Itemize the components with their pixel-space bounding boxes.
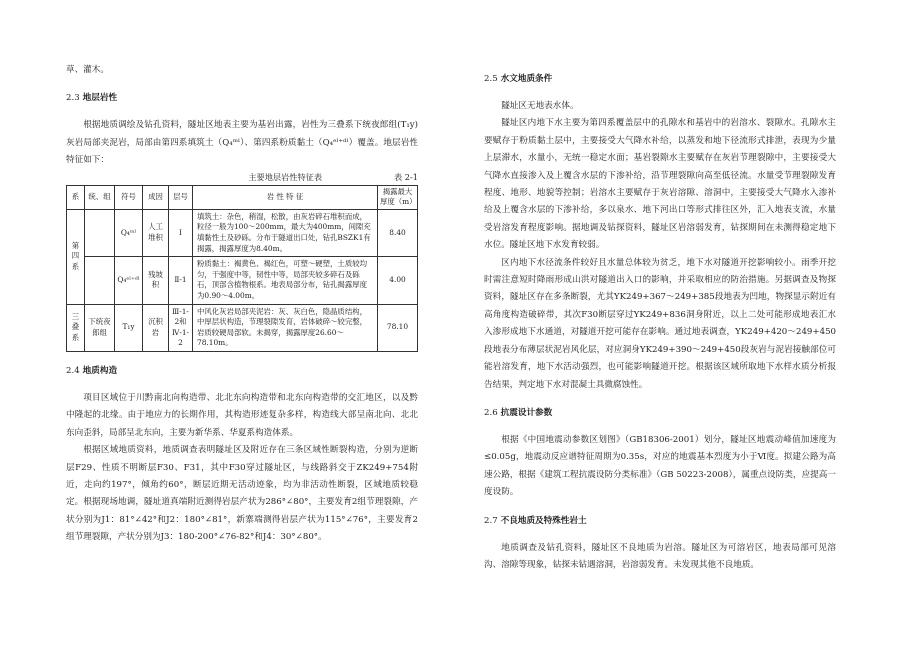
section-2-5-paragraph-3: 区内地下水径流条件较好且水量总体较为贫乏，地下水对隧道开挖影响较小。雨季开挖时需注意短时降雨形成山洪对隧道出入口的影响，并采取相应的防治措施。另据调查及物探资料，隧址区存在多条断裂，尤其YK249+367～249+385段地表为凹地，物探显示附近有高角度构造破碎带，其次F30断层穿过YK249+836洞身附近，以上二处可能形成地表汇水入渗形成地下水通道，对隧道开挖可能存在影响。通过地表调查，YK249+420～249+450段地表分布薄层状泥岩风化层，对应洞身YK249+390～249+450段灰岩与泥岩接触部位可能岩溶发育，地下水活动强烈，也可能影响隧道开挖。根据该区域所取地下水样水质分析报告结果，判定地下水对混凝土具微腐蚀性。 <box>484 257 836 390</box>
header-cell: 符号 <box>115 185 143 209</box>
system-cell: 三叠系 <box>67 304 85 351</box>
header-cell: 层号 <box>169 185 193 209</box>
layer-cell: Ⅱ-1 <box>169 257 193 304</box>
feature-cell: 中风化灰岩局部夹泥岩：灰、灰白色，隐晶质结构，中厚层状构造，节理裂隙发育，岩体破碎～较完整，岩质较硬局部软。未揭穿，揭露厚度26.60～78.10m。 <box>193 304 378 351</box>
table-row <box>67 257 418 304</box>
header-cell: 岩 性 特 征 <box>193 185 378 209</box>
origin-cell: 人工堆积 <box>143 209 169 256</box>
series-cell: 下统夜郎组 <box>85 304 115 351</box>
header-cell: 成因 <box>143 185 169 209</box>
symbol-cell: T₁y <box>115 304 143 351</box>
intro-line: 草、灌木。 <box>66 65 109 75</box>
right-column <box>484 62 836 574</box>
origin-cell: 残坡积 <box>143 257 169 304</box>
symbol-cell: Q₄ᵉˡ⁺ᵈˡ <box>115 257 143 304</box>
header-cell: 揭露最大厚度（m） <box>378 185 418 209</box>
thickness-cell: 8.40 <box>378 209 418 256</box>
layer-cell: Ⅰ <box>169 209 193 256</box>
section-2-5-paragraph-2: 隧址区内地下水主要为第四系覆盖层中的孔隙水和基岩中的岩溶水、裂隙水。孔隙水主要赋存于粉质黏土层中，主要接受大气降水补给，以蒸发和地下径流形式排泄，表现为少量上层滞水，水量小，无统一稳定水面；基岩裂隙水主要赋存在灰岩节理裂隙中，主要接受大气降水直接渗入及上覆含水层的下渗补给，沿节理裂隙向高至低径流。水量受节理裂隙发育程度、地形、地貌等控制；岩溶水主要赋存于灰岩溶隙、溶洞中，主要接受大气降水入渗补给及上覆含水层的下渗补给，多以泉水、地下河出口等形式排往区外，汇入地表支流，水量受岩溶发育程度影响。据地调及钻探资料，隧址区岩溶弱发育，钻探期间在未测得稳定地下水位。隧址区地下水发育较弱。 <box>484 118 836 251</box>
section-2-6-paragraph: 根据《中国地震动参数区划图》（GB18306-2001）划分，隧址区地震动峰值加速度为≤0.05g，地震动反应谱特征周期为0.35s，对应的地震基本烈度为小于Ⅵ度。拟建公路为高速公路，根据《建筑工程抗震设防分类标准》（GB 50223-2008），属重点设防类，应提高一度设防。 <box>484 434 836 498</box>
feature-cell: 填筑土：杂色，稍湿，松散，由灰岩碎石堆积而成，粒径一般为100～200mm，最大为400mm，间隙充填黏性土及砂砾。分布于隧道出口处，钻孔BSZK1有揭露，揭露厚度为8.40m。 <box>193 209 378 256</box>
section-2-4-paragraph-2: 根据区域地质资料，地质调查表明隧址区及附近存在三条区域性断裂构造，分别为逆断层F29、性质不明断层F30、F31，其中F30穿过隧址区，与线路斜交于ZK249+754附近，走向约197°，倾角约60°，断层近期无活动迹象，均为非活动性断裂，区域地质较稳定。根据现场地调，隧址道真端附近测得岩层产状为286°∠80°，主要发育2组节理裂隙，产状分别为J1：81°∠42°和J2：180°∠81°，新寨端测得岩层产状为115°∠76°，主要发育2组节理裂隙，产状分别为J3：180-200°∠76-82°和J4：30°∠80°。 <box>66 445 418 543</box>
header-cell: 系 <box>67 185 85 209</box>
series-cell <box>85 257 115 304</box>
table-row <box>67 304 418 351</box>
section-2-4-paragraph-1: 项目区域位于川黔南北向构造带、北北东向构造带和北东向构造带的交汇地区，以及黔中隆起的北缘。由于地应力的长期作用，其构造形迹复杂多样，构造线大部呈南北向、北北东向歪斜，局部呈北东向，主要为新华系、华夏系构造体系。 <box>66 392 418 438</box>
table-caption <box>66 170 418 184</box>
thickness-cell: 78.10 <box>378 304 418 351</box>
table-row <box>67 209 418 256</box>
section-2-7-paragraph: 地质调查及钻孔资料，隧址区不良地质为岩溶。隧址区为可溶岩区，地表局部可见溶沟、溶隙等现象，钻探未钻遇溶洞，岩溶弱发育。未发现其他不良地质。 <box>484 542 836 570</box>
layer-cell: Ⅲ-1-2和Ⅳ-1-2 <box>169 304 193 351</box>
origin-cell: 沉积岩 <box>143 304 169 351</box>
strata-table <box>66 185 418 352</box>
section-2-5-paragraph-1: 隧址区无地表水体。 <box>501 101 579 111</box>
system-cell: 第四系 <box>67 209 85 304</box>
table-number: 表 2-1 <box>394 171 418 182</box>
feature-cell: 粉质黏土：褐黄色、褐红色，可塑～硬塑，土质较均匀，干强度中等，韧性中等，局部夹较多碎石及砾石，顶部含植物根系。地表局部分布，钻孔揭露厚度为0.90～4.00m。 <box>193 257 378 304</box>
left-column <box>66 62 418 547</box>
table-header-row <box>67 185 418 209</box>
header-cell: 统、组 <box>85 185 115 209</box>
section-2-6-heading: 2.6 抗震设计参数 <box>484 407 553 418</box>
section-2-4-heading: 2.4 地质构造 <box>66 365 118 376</box>
series-cell <box>85 209 115 256</box>
section-2-3-paragraph: 根据地质调绘及钻孔资料，隧址区地表主要为基岩出露，岩性为三叠系下统夜郎组(T₁y)灰岩局部夹泥岩，局部由第四系填筑土（Q₄ᵐˡ）、第四系粉质黏土（Q₄ᵉˡ⁺ᵈˡ）覆盖。地层岩性特征如下： <box>66 120 418 166</box>
thickness-cell: 4.00 <box>378 257 418 304</box>
section-2-3-heading: 2.3 地层岩性 <box>66 93 118 104</box>
section-2-7-heading: 2.7 不良地质及特殊性岩土 <box>484 515 587 526</box>
section-2-5-heading: 2.5 水文地质条件 <box>484 74 553 84</box>
symbol-cell: Q₄ᵐˡ <box>115 209 143 256</box>
table-title: 主要地层岩性特征表 <box>248 171 323 182</box>
